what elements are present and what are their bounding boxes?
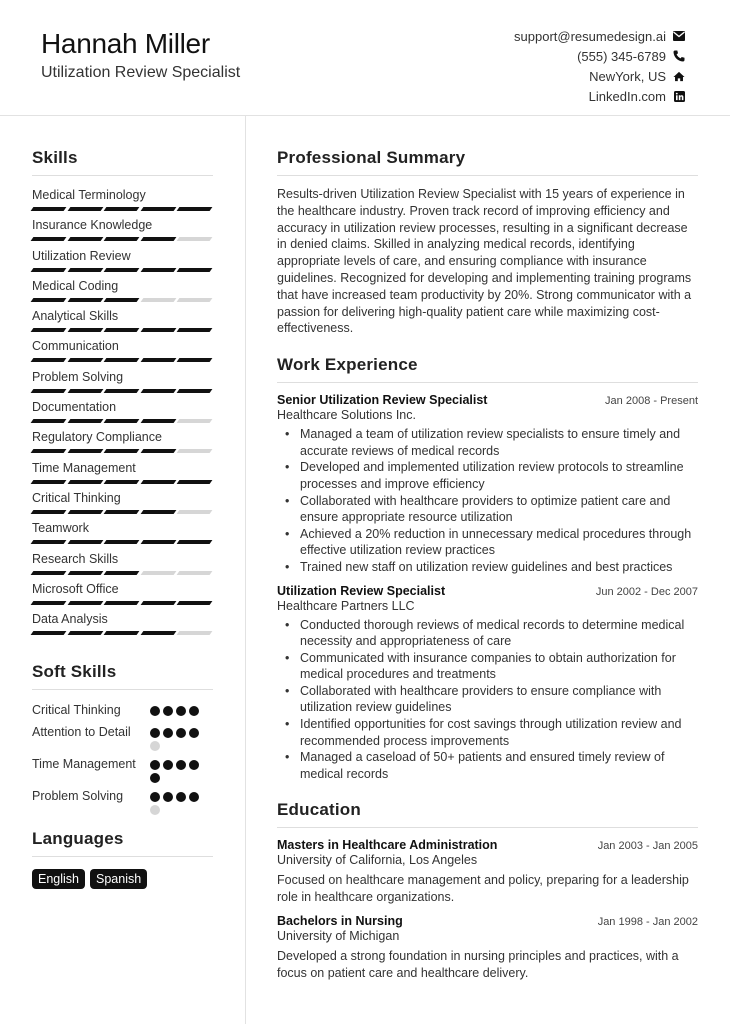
level-bar-filled xyxy=(31,419,66,423)
level-bar-filled xyxy=(67,480,102,484)
skill-item xyxy=(32,582,213,612)
soft-skill-item xyxy=(32,756,213,783)
soft-skill-dots xyxy=(150,702,206,719)
level-bar-filled xyxy=(67,510,102,514)
level-bar-filled xyxy=(104,631,139,635)
level-dot-filled xyxy=(189,728,199,738)
job-header xyxy=(277,584,698,598)
level-dot-filled xyxy=(150,792,160,802)
candidate-role: Utilization Review Specialist xyxy=(41,64,241,81)
skill-label: Medical Coding xyxy=(32,278,119,293)
level-bar-filled xyxy=(67,571,102,575)
level-bar-filled xyxy=(104,268,139,272)
level-bar-filled xyxy=(140,207,175,211)
soft-skills-heading: Soft Skills xyxy=(32,662,213,690)
job-bullet: • Achieved a 20% reduction in unnecessary medical procedures through effective utilization review practices xyxy=(277,526,698,559)
level-bar-filled xyxy=(104,449,139,453)
soft-skill-dots xyxy=(150,724,206,751)
languages-heading: Languages xyxy=(32,829,213,857)
level-bar-filled xyxy=(140,540,175,544)
summary-text: Results-driven Utilization Review Specialist with 15 years of experience in the healthcare industry. Proven track record of improving efficiency and accuracy in utilization review processes, resulting in a significant decrease in denied claims. Skilled in analyzing medical records, identifying appropriate levels of care, and ensuring compliance with insurance guidelines. Recognized for developing and implementing training programs that have increased team productivity by 20%. Strong communicator with a passion for delivering high-quality patient care while maximizing cost-effectiveness. xyxy=(277,187,692,336)
skills-list xyxy=(32,188,213,642)
level-bar-filled xyxy=(104,571,139,575)
level-bar-filled xyxy=(177,358,212,362)
skill-item xyxy=(32,430,213,460)
skill-level-bars xyxy=(32,237,213,241)
education-dates: Jan 2003 - Jan 2005 xyxy=(597,840,698,853)
level-dot-filled xyxy=(150,706,160,716)
contact-info xyxy=(514,26,685,106)
level-bar-filled xyxy=(177,268,212,272)
location-text: NewYork, US xyxy=(589,68,666,84)
language-tag: Spanish xyxy=(90,869,147,889)
skill-item xyxy=(32,218,213,248)
skill-label: Documentation xyxy=(32,400,117,415)
jobs-list xyxy=(277,393,698,782)
skill-item xyxy=(32,339,213,369)
level-bar-filled xyxy=(67,601,102,605)
level-bar-filled xyxy=(140,601,175,605)
level-bar-filled xyxy=(104,328,139,332)
skill-item xyxy=(32,461,213,491)
skill-level-bars xyxy=(32,480,213,484)
education-entry xyxy=(277,838,698,906)
skill-label: Insurance Knowledge xyxy=(32,218,153,233)
skill-level-bars xyxy=(32,328,213,332)
job-title: Utilization Review Specialist xyxy=(277,583,446,598)
left-column xyxy=(32,148,213,889)
level-dot-empty xyxy=(150,805,160,815)
degree-title: Masters in Healthcare Administration xyxy=(277,838,498,853)
summary-section xyxy=(277,148,698,337)
level-bar-filled xyxy=(67,419,102,423)
experience-section xyxy=(277,355,698,782)
level-bar-filled xyxy=(104,510,139,514)
school-name: University of Michigan xyxy=(277,929,400,944)
level-bar-empty xyxy=(177,237,212,241)
level-bar-empty xyxy=(177,419,212,423)
skill-label: Microsoft Office xyxy=(32,581,119,596)
level-dot-filled xyxy=(163,706,173,716)
job-bullets xyxy=(277,426,698,575)
level-bar-filled xyxy=(104,540,139,544)
level-bar-filled xyxy=(140,237,175,241)
level-bar-filled xyxy=(67,389,102,393)
skill-level-bars xyxy=(32,540,213,544)
skill-label: Critical Thinking xyxy=(32,490,121,505)
experience-heading: Work Experience xyxy=(277,355,698,383)
skill-level-bars xyxy=(32,631,213,635)
level-bar-filled xyxy=(31,510,66,514)
job-bullet: • Conducted thorough reviews of medical records to determine medical necessity and appropriateness of care xyxy=(277,617,698,650)
job-dates: Jun 2002 - Dec 2007 xyxy=(595,585,698,598)
skill-item xyxy=(32,491,213,521)
skill-level-bars xyxy=(32,510,213,514)
soft-skill-label: Time Management xyxy=(32,757,136,772)
contact-email[interactable] xyxy=(514,26,685,46)
education-dates: Jan 1998 - Jan 2002 xyxy=(597,916,698,929)
level-bar-filled xyxy=(31,631,66,635)
level-bar-filled xyxy=(177,328,212,332)
job-company: Healthcare Solutions Inc. xyxy=(277,408,416,423)
level-bar-filled xyxy=(140,268,175,272)
right-column xyxy=(277,148,698,1000)
soft-skill-item xyxy=(32,788,213,815)
soft-skills-list xyxy=(32,702,213,815)
soft-skill-label: Attention to Detail xyxy=(32,725,131,740)
skill-level-bars xyxy=(32,601,213,605)
level-dot-filled xyxy=(163,760,173,770)
skill-label: Regulatory Compliance xyxy=(32,430,162,445)
level-bar-empty xyxy=(177,298,212,302)
skill-label: Utilization Review xyxy=(32,248,131,263)
skill-label: Research Skills xyxy=(32,551,119,566)
level-dot-filled xyxy=(189,760,199,770)
school-name: University of California, Los Angeles xyxy=(277,853,478,868)
level-bar-filled xyxy=(140,510,175,514)
job-title: Senior Utilization Review Specialist xyxy=(277,393,488,408)
soft-skill-item xyxy=(32,724,213,751)
level-bar-filled xyxy=(140,419,175,423)
level-bar-filled xyxy=(104,237,139,241)
skill-level-bars xyxy=(32,571,213,575)
skill-item xyxy=(32,521,213,551)
level-bar-filled xyxy=(67,298,102,302)
level-bar-empty xyxy=(177,449,212,453)
envelope-icon xyxy=(673,30,685,42)
level-bar-filled xyxy=(177,540,212,544)
level-dot-filled xyxy=(163,728,173,738)
level-bar-empty xyxy=(140,571,175,575)
job-bullet: • Managed a team of utilization review specialists to ensure timely and accurate reviews of medical records xyxy=(277,426,698,459)
level-dot-filled xyxy=(163,792,173,802)
job-entry xyxy=(277,584,698,783)
skill-item xyxy=(32,188,213,218)
phone-icon xyxy=(673,50,685,62)
level-bar-filled xyxy=(31,268,66,272)
job-bullet: • Identified opportunities for cost savings through utilization review and recommended process improvements xyxy=(277,716,698,749)
job-bullets xyxy=(277,617,698,783)
education-section xyxy=(277,800,698,981)
level-bar-filled xyxy=(104,298,139,302)
job-bullet: • Communicated with insurance companies to obtain authorization for medical procedures and treatments xyxy=(277,650,698,683)
level-bar-filled xyxy=(177,389,212,393)
column-divider xyxy=(245,116,246,1024)
level-bar-empty xyxy=(177,510,212,514)
soft-skill-label: Problem Solving xyxy=(32,789,124,804)
level-dot-filled xyxy=(189,792,199,802)
soft-skill-item xyxy=(32,702,213,719)
skill-label: Time Management xyxy=(32,460,136,475)
level-bar-filled xyxy=(104,207,139,211)
education-description: Developed a strong foundation in nursing principles and practices, with a focus on patient care and healthcare delivery. xyxy=(277,949,679,980)
level-bar-filled xyxy=(31,389,66,393)
degree-title: Bachelors in Nursing xyxy=(277,914,403,929)
summary-heading: Professional Summary xyxy=(277,148,698,176)
level-bar-filled xyxy=(31,358,66,362)
language-tags xyxy=(32,869,213,889)
level-bar-filled xyxy=(67,237,102,241)
job-bullet: • Trained new staff on utilization review guidelines and best practices xyxy=(277,559,698,576)
job-bullet: • Managed a caseload of 50+ patients and ensured timely review of medical records xyxy=(277,749,698,782)
skill-label: Data Analysis xyxy=(32,612,108,627)
skill-level-bars xyxy=(32,207,213,211)
education-description: Focused on healthcare management and policy, preparing for a leadership role in healthcare organizations. xyxy=(277,873,689,905)
job-entry xyxy=(277,393,698,575)
level-bar-filled xyxy=(140,631,175,635)
skill-level-bars xyxy=(32,268,213,272)
level-dot-empty xyxy=(150,741,160,751)
level-bar-filled xyxy=(67,268,102,272)
level-bar-filled xyxy=(31,480,66,484)
level-bar-empty xyxy=(140,298,175,302)
home-icon xyxy=(673,70,685,82)
level-bar-filled xyxy=(67,449,102,453)
level-bar-filled xyxy=(67,207,102,211)
level-bar-empty xyxy=(177,571,212,575)
skill-item xyxy=(32,249,213,279)
level-bar-empty xyxy=(177,631,212,635)
level-bar-filled xyxy=(67,328,102,332)
skill-item xyxy=(32,612,213,642)
level-bar-filled xyxy=(31,601,66,605)
soft-skill-label: Critical Thinking xyxy=(32,703,121,718)
education-header xyxy=(277,914,698,928)
soft-skills-section xyxy=(32,662,213,815)
level-bar-filled xyxy=(31,237,66,241)
level-dot-filled xyxy=(176,728,186,738)
level-dot-filled xyxy=(176,760,186,770)
skill-level-bars xyxy=(32,419,213,423)
level-bar-filled xyxy=(140,328,175,332)
soft-skill-dots xyxy=(150,756,206,783)
level-bar-filled xyxy=(67,631,102,635)
candidate-name: Hannah Miller xyxy=(41,28,210,59)
skill-item xyxy=(32,552,213,582)
skill-level-bars xyxy=(32,358,213,362)
level-bar-filled xyxy=(31,449,66,453)
level-dot-filled xyxy=(176,792,186,802)
skill-level-bars xyxy=(32,389,213,393)
languages-section xyxy=(32,829,213,889)
linkedin-icon xyxy=(673,90,685,102)
resume-header xyxy=(0,0,730,116)
level-bar-filled xyxy=(67,540,102,544)
skill-item xyxy=(32,400,213,430)
education-entry xyxy=(277,914,698,982)
education-heading: Education xyxy=(277,800,698,828)
level-bar-filled xyxy=(31,571,66,575)
level-bar-filled xyxy=(104,419,139,423)
level-bar-filled xyxy=(31,207,66,211)
level-bar-filled xyxy=(104,389,139,393)
level-bar-filled xyxy=(31,298,66,302)
job-company: Healthcare Partners LLC xyxy=(277,598,415,613)
level-bar-filled xyxy=(104,601,139,605)
language-tag: English xyxy=(32,869,85,889)
level-dot-filled xyxy=(150,773,160,783)
linkedin-text: LinkedIn.com xyxy=(588,88,666,104)
skill-item xyxy=(32,370,213,400)
job-dates: Jan 2008 - Present xyxy=(605,395,698,408)
level-dot-filled xyxy=(150,760,160,770)
contact-linkedin[interactable] xyxy=(514,86,685,106)
email-text: support@resumedesign.ai xyxy=(514,28,666,44)
skill-item xyxy=(32,279,213,309)
skill-item xyxy=(32,309,213,339)
level-bar-filled xyxy=(140,480,175,484)
skill-label: Analytical Skills xyxy=(32,309,119,324)
skill-label: Problem Solving xyxy=(32,369,124,384)
job-bullet: • Developed and implemented utilization review protocols to streamline processes and improve efficiency xyxy=(277,459,698,492)
level-bar-filled xyxy=(31,328,66,332)
skill-label: Teamwork xyxy=(32,521,89,536)
skills-heading: Skills xyxy=(32,148,213,176)
phone-text: (555) 345-6789 xyxy=(577,48,666,64)
level-bar-filled xyxy=(104,358,139,362)
level-bar-filled xyxy=(31,540,66,544)
level-dot-filled xyxy=(150,728,160,738)
level-bar-filled xyxy=(177,480,212,484)
job-bullet: • Collaborated with healthcare providers to ensure compliance with utilization review guidelines xyxy=(277,683,698,716)
level-bar-filled xyxy=(104,480,139,484)
job-header xyxy=(277,393,698,407)
level-bar-filled xyxy=(140,389,175,393)
soft-skill-dots xyxy=(150,788,206,815)
contact-phone[interactable] xyxy=(514,46,685,66)
skill-level-bars xyxy=(32,449,213,453)
level-dot-filled xyxy=(176,706,186,716)
contact-location xyxy=(514,66,685,86)
education-header xyxy=(277,838,698,852)
level-bar-filled xyxy=(140,449,175,453)
skill-level-bars xyxy=(32,298,213,302)
level-bar-filled xyxy=(67,358,102,362)
job-bullet: • Collaborated with healthcare providers to optimize patient care and ensure appropriate resource utilization xyxy=(277,493,698,526)
level-dot-filled xyxy=(189,706,199,716)
skill-label: Communication xyxy=(32,339,119,354)
skill-label: Medical Terminology xyxy=(32,188,146,202)
education-list xyxy=(277,838,698,981)
level-bar-filled xyxy=(177,601,212,605)
level-bar-filled xyxy=(177,207,212,211)
level-bar-filled xyxy=(140,358,175,362)
